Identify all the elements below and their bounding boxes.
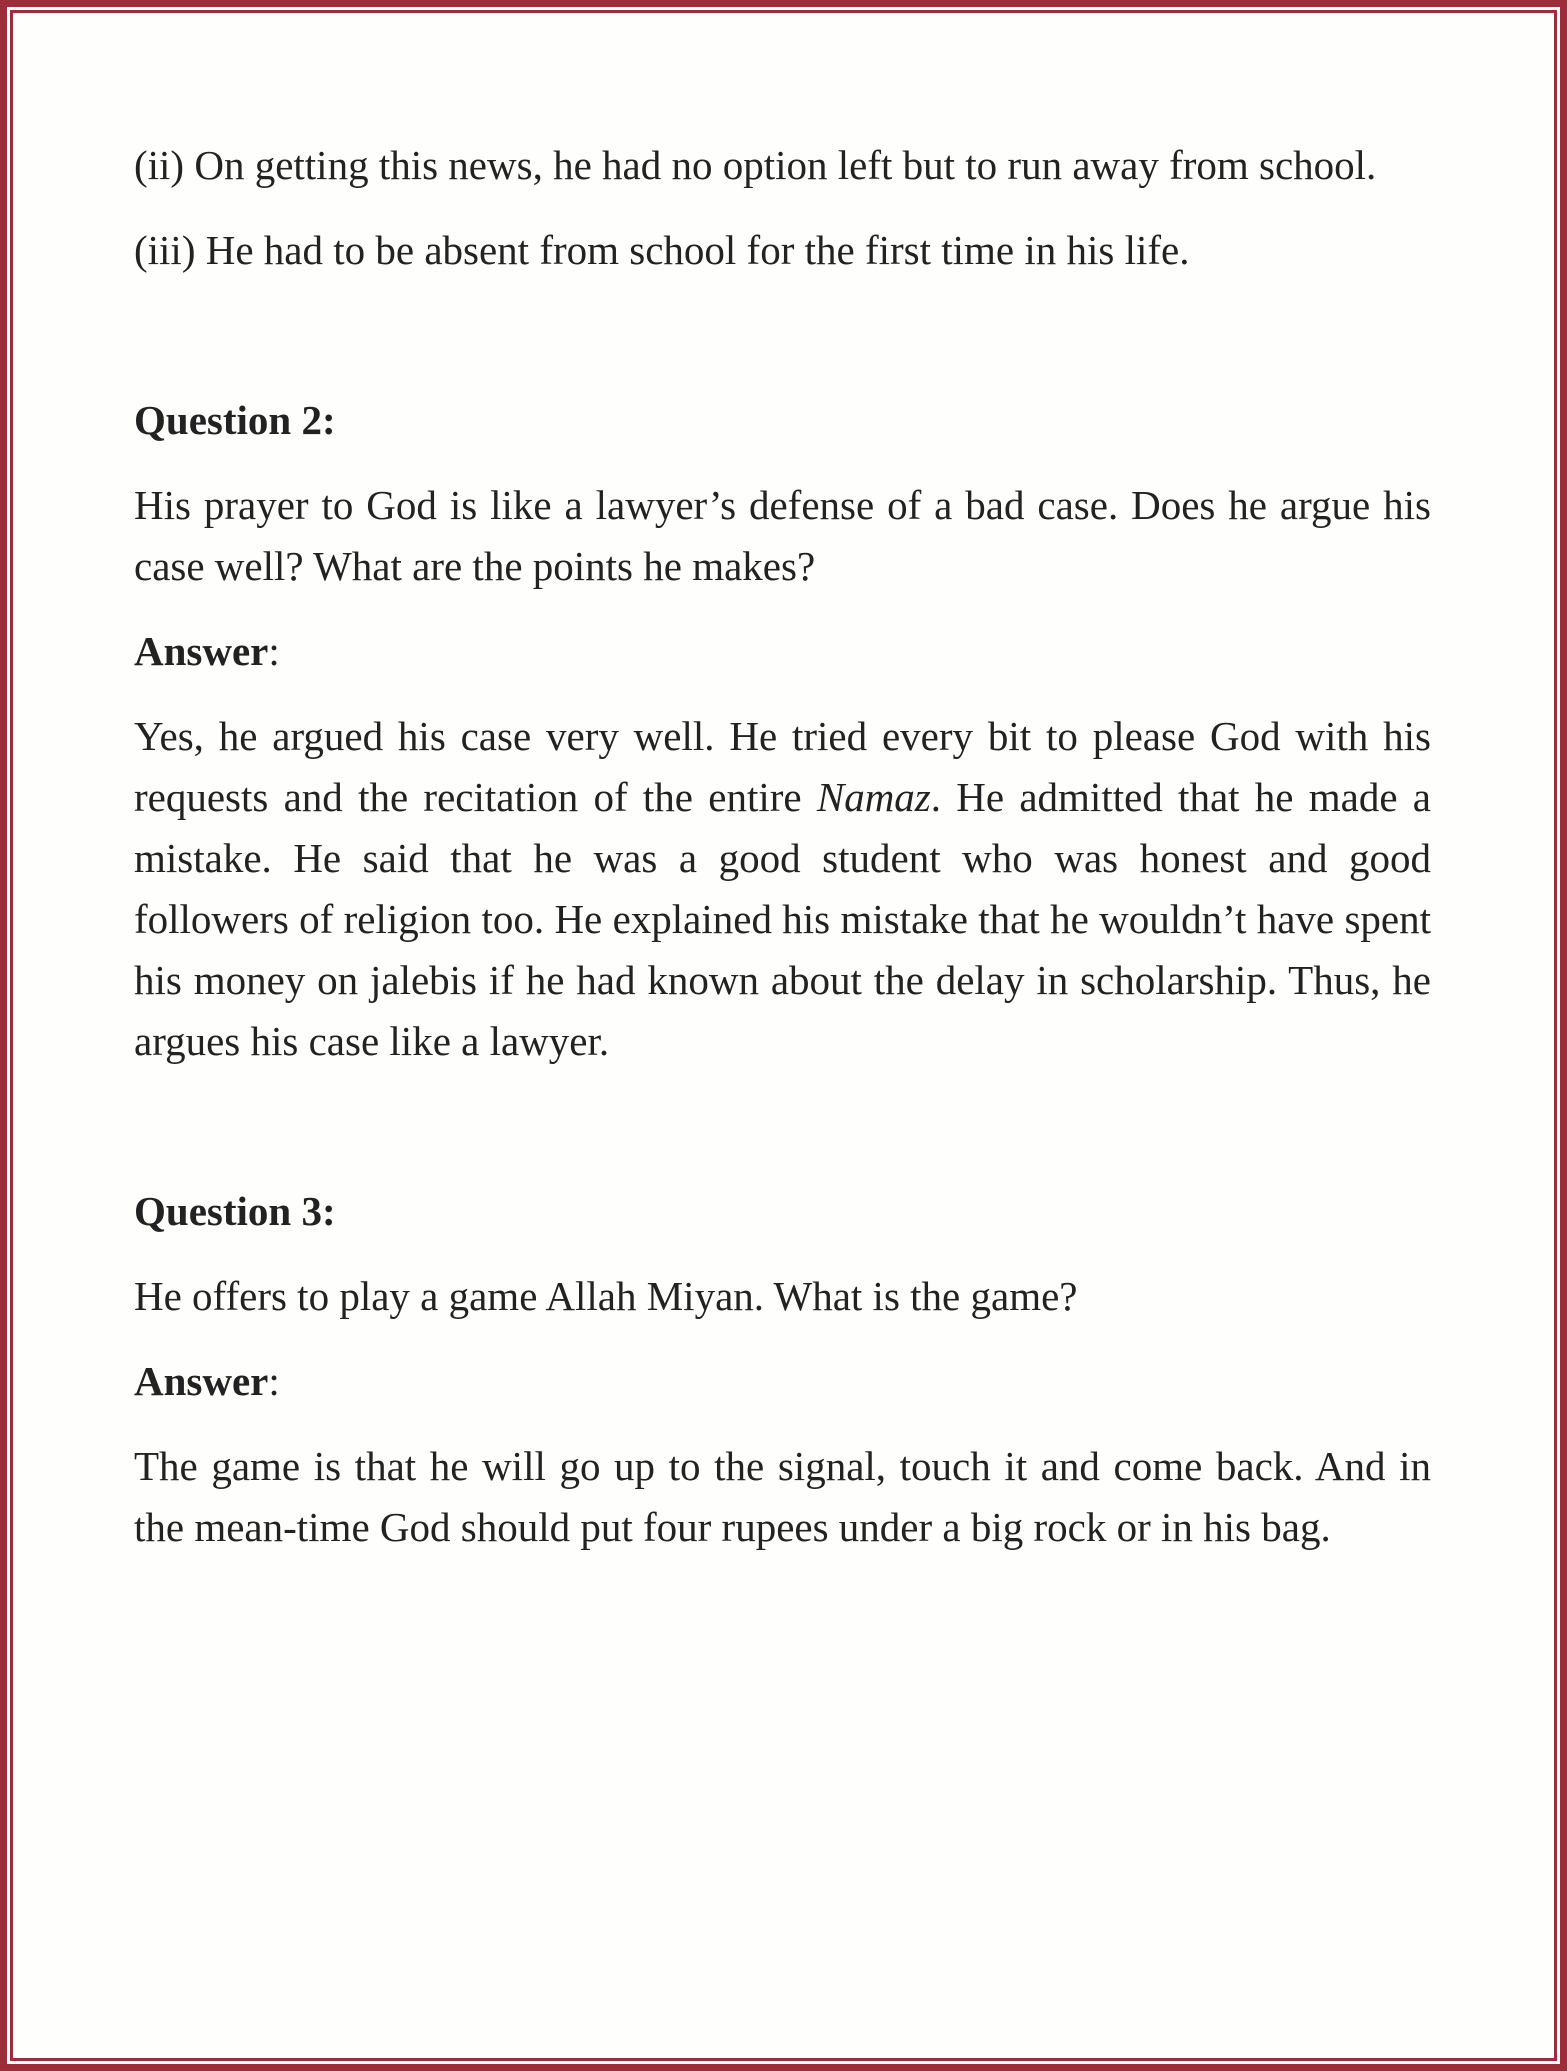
- answer-2-text: Yes, he argued his case very well. He tried every bit to please God with his requests and the recitation of the entire Namaz. He admitted that he made a mistake. He said that he was a good student who was honest and good followers of religion too. He explained his mistake that he wouldn’t have spent his money on jalebis if he had known about the delay in scholarship. Thus, he argues his case like a lawyer.: [134, 713, 1431, 1064]
- question-2-text: His prayer to God is like a lawyer’s defense of a bad case. Does he argue his case well? What are the points he makes?: [134, 482, 1431, 589]
- answer-3-text: The game is that he will go up to the signal, touch it and come back. And in the mean-time God should put four rupees under a big rock or in his bag.: [134, 1443, 1431, 1550]
- question-3-text: He offers to play a game Allah Miyan. What is the game?: [134, 1273, 1078, 1319]
- namaz-italic: Namaz: [816, 774, 931, 820]
- document-content: [134, 135, 1431, 1582]
- question-3-section: [134, 1181, 1431, 1558]
- intro-item-iii: (iii) He had to be absent from school for the first time in his life.: [134, 227, 1190, 273]
- intro-item-ii: (ii) On getting this news, he had no option left but to run away from school.: [134, 142, 1377, 188]
- answer-2-label: Answer:: [134, 628, 280, 674]
- answer-3-label: Answer:: [134, 1358, 280, 1404]
- question-2-section: [134, 390, 1431, 1072]
- question-2-heading: Question 2:: [134, 397, 336, 443]
- question-3-heading: Question 3:: [134, 1188, 336, 1234]
